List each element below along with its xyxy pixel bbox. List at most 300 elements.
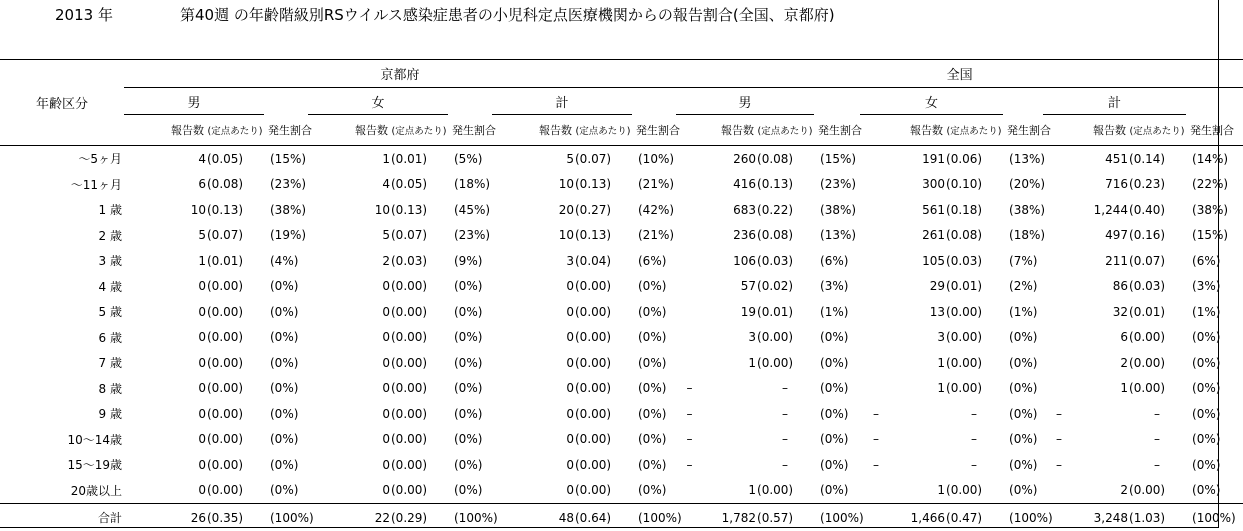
occurrence-rate: (0%) bbox=[814, 401, 860, 427]
per-sentinel: (0.00) bbox=[1128, 325, 1186, 351]
occurrence-rate: (0%) bbox=[264, 325, 308, 351]
age-group-label: 4 歳 bbox=[0, 274, 124, 300]
per-sentinel: – bbox=[756, 427, 814, 453]
per-sentinel: (0.02) bbox=[756, 274, 814, 300]
table-row bbox=[0, 197, 1243, 223]
report-count: 26 bbox=[156, 504, 206, 531]
report-count: 260 bbox=[703, 146, 756, 172]
sub-header-count: 報告数 bbox=[1043, 115, 1128, 146]
dash-marker bbox=[860, 350, 892, 376]
per-sentinel: (0.01) bbox=[756, 299, 814, 325]
per-sentinel: (0.14) bbox=[1128, 146, 1186, 172]
table-row bbox=[0, 274, 1243, 300]
dash-marker bbox=[860, 146, 892, 172]
report-count bbox=[1075, 427, 1128, 453]
sub-header-row bbox=[0, 115, 1243, 146]
sex-header-total: 計 bbox=[492, 88, 632, 115]
table-row bbox=[0, 146, 1243, 172]
per-sentinel: (0.00) bbox=[1128, 350, 1186, 376]
table-row bbox=[0, 376, 1243, 402]
sub-header-rate: 発生割合 bbox=[1186, 115, 1243, 146]
report-count: 10 bbox=[524, 223, 574, 249]
per-sentinel: (0.05) bbox=[390, 172, 448, 198]
per-sentinel: (0.00) bbox=[1128, 376, 1186, 402]
dash-marker: – bbox=[860, 401, 892, 427]
per-sentinel: (0.13) bbox=[756, 172, 814, 198]
report-count: 3 bbox=[524, 248, 574, 274]
dash-marker bbox=[308, 248, 340, 274]
total-row bbox=[0, 504, 1243, 531]
per-sentinel: (0.07) bbox=[574, 146, 632, 172]
report-count: 0 bbox=[156, 478, 206, 504]
dash-marker bbox=[676, 274, 703, 300]
dash-marker bbox=[308, 274, 340, 300]
occurrence-rate: (3%) bbox=[814, 274, 860, 300]
per-sentinel: (0.04) bbox=[574, 248, 632, 274]
dash-marker bbox=[492, 172, 524, 198]
group-gap bbox=[264, 88, 308, 115]
report-count: 0 bbox=[156, 427, 206, 453]
report-count: 451 bbox=[1075, 146, 1128, 172]
per-sentinel: (0.00) bbox=[756, 325, 814, 351]
dash-marker bbox=[860, 197, 892, 223]
per-sentinel: (0.00) bbox=[206, 376, 264, 402]
occurrence-rate: (0%) bbox=[632, 452, 676, 478]
per-sentinel: (0.18) bbox=[945, 197, 1003, 223]
group-gap bbox=[814, 88, 860, 115]
per-sentinel: (0.06) bbox=[945, 146, 1003, 172]
report-count: 561 bbox=[892, 197, 945, 223]
dash-marker bbox=[860, 274, 892, 300]
occurrence-rate: (2%) bbox=[1003, 274, 1043, 300]
report-count: 4 bbox=[156, 146, 206, 172]
dash-marker bbox=[492, 427, 524, 453]
occurrence-rate: (0%) bbox=[264, 299, 308, 325]
occurrence-rate: (0%) bbox=[632, 325, 676, 351]
report-count: 0 bbox=[340, 376, 390, 402]
per-sentinel: (0.13) bbox=[206, 197, 264, 223]
sex-header-female: 女 bbox=[308, 88, 448, 115]
occurrence-rate: (9%) bbox=[448, 248, 492, 274]
occurrence-rate: (0%) bbox=[632, 376, 676, 402]
report-count: 4 bbox=[340, 172, 390, 198]
occurrence-rate: (0%) bbox=[448, 350, 492, 376]
per-sentinel: (0.03) bbox=[390, 248, 448, 274]
occurrence-rate: (0%) bbox=[264, 452, 308, 478]
occurrence-rate: (0%) bbox=[264, 427, 308, 453]
occurrence-rate: (38%) bbox=[814, 197, 860, 223]
dash-marker bbox=[1043, 478, 1075, 504]
per-sentinel: (0.00) bbox=[1128, 478, 1186, 504]
occurrence-rate: (100%) bbox=[448, 504, 492, 531]
occurrence-rate: (0%) bbox=[632, 427, 676, 453]
per-sentinel: (0.00) bbox=[206, 274, 264, 300]
dash-marker bbox=[860, 504, 892, 531]
dash-marker: – bbox=[1043, 401, 1075, 427]
dash-marker bbox=[1043, 350, 1075, 376]
dash-marker: – bbox=[1043, 452, 1075, 478]
dash-marker bbox=[124, 504, 156, 531]
per-sentinel: (0.22) bbox=[756, 197, 814, 223]
report-count: 5 bbox=[524, 146, 574, 172]
report-year: 2013 年 bbox=[55, 4, 113, 25]
sub-header-count: 報告数 bbox=[492, 115, 574, 146]
per-sentinel: (0.35) bbox=[206, 504, 264, 531]
occurrence-rate: (0%) bbox=[448, 427, 492, 453]
per-sentinel: (0.00) bbox=[945, 299, 1003, 325]
report-count: 0 bbox=[156, 325, 206, 351]
occurrence-rate: (0%) bbox=[1003, 376, 1043, 402]
dash-marker bbox=[124, 248, 156, 274]
occurrence-rate: (45%) bbox=[448, 197, 492, 223]
occurrence-rate: (1%) bbox=[814, 299, 860, 325]
sub-header-rate: 発生割合 bbox=[264, 115, 308, 146]
occurrence-rate: (23%) bbox=[264, 172, 308, 198]
occurrence-rate: (20%) bbox=[1003, 172, 1043, 198]
dash-marker bbox=[492, 478, 524, 504]
age-group-label: 5 歳 bbox=[0, 299, 124, 325]
age-group-label: ～5ヶ月 bbox=[0, 146, 124, 172]
age-group-label: 20歳以上 bbox=[0, 478, 124, 504]
dash-marker bbox=[492, 350, 524, 376]
per-sentinel: (0.00) bbox=[756, 350, 814, 376]
report-count: 3 bbox=[703, 325, 756, 351]
dash-marker bbox=[124, 325, 156, 351]
per-sentinel: – bbox=[1128, 427, 1186, 453]
occurrence-rate: (0%) bbox=[264, 274, 308, 300]
report-count: 2 bbox=[1075, 350, 1128, 376]
report-count: 0 bbox=[340, 274, 390, 300]
per-sentinel: (0.00) bbox=[756, 478, 814, 504]
occurrence-rate: (6%) bbox=[1186, 248, 1243, 274]
table-row bbox=[0, 299, 1243, 325]
per-sentinel: (0.16) bbox=[1128, 223, 1186, 249]
per-sentinel: (0.00) bbox=[574, 325, 632, 351]
report-count: 683 bbox=[703, 197, 756, 223]
report-count: 2 bbox=[1075, 478, 1128, 504]
per-sentinel: (0.13) bbox=[574, 223, 632, 249]
occurrence-rate: (5%) bbox=[448, 146, 492, 172]
occurrence-rate: (0%) bbox=[1186, 325, 1243, 351]
occurrence-rate: (7%) bbox=[1003, 248, 1043, 274]
dash-marker bbox=[676, 299, 703, 325]
region-header-kyoto: 京都府 bbox=[124, 60, 676, 88]
per-sentinel: (0.00) bbox=[206, 427, 264, 453]
dash-marker bbox=[124, 274, 156, 300]
report-count: 0 bbox=[524, 478, 574, 504]
report-count bbox=[703, 376, 756, 402]
report-count: 10 bbox=[340, 197, 390, 223]
report-count: 416 bbox=[703, 172, 756, 198]
dash-marker bbox=[860, 376, 892, 402]
occurrence-rate: (0%) bbox=[264, 350, 308, 376]
table-row bbox=[0, 248, 1243, 274]
report-count: 261 bbox=[892, 223, 945, 249]
table-row bbox=[0, 325, 1243, 351]
occurrence-rate: (0%) bbox=[814, 350, 860, 376]
report-count: 3,248 bbox=[1075, 504, 1128, 531]
sub-header-per-sentinel: (定点あたり) bbox=[574, 115, 632, 146]
report-count: 22 bbox=[340, 504, 390, 531]
dash-marker bbox=[308, 299, 340, 325]
per-sentinel: – bbox=[945, 401, 1003, 427]
dash-marker bbox=[676, 325, 703, 351]
sex-header-male: 男 bbox=[124, 88, 264, 115]
report-count: 0 bbox=[340, 427, 390, 453]
sub-header-count: 報告数 bbox=[308, 115, 390, 146]
sub-header-rate: 発生割合 bbox=[1003, 115, 1043, 146]
per-sentinel: (0.57) bbox=[756, 504, 814, 531]
occurrence-rate: (100%) bbox=[632, 504, 676, 531]
report-count: 1 bbox=[1075, 376, 1128, 402]
sub-header-per-sentinel: (定点あたり) bbox=[1128, 115, 1186, 146]
occurrence-rate: (0%) bbox=[814, 478, 860, 504]
per-sentinel: (0.00) bbox=[945, 350, 1003, 376]
report-count: 211 bbox=[1075, 248, 1128, 274]
dash-marker bbox=[124, 197, 156, 223]
per-sentinel: (0.00) bbox=[390, 427, 448, 453]
occurrence-rate: (0%) bbox=[264, 401, 308, 427]
occurrence-rate: (0%) bbox=[814, 325, 860, 351]
report-count: 106 bbox=[703, 248, 756, 274]
table-row bbox=[0, 401, 1243, 427]
report-count bbox=[1075, 452, 1128, 478]
report-count: 0 bbox=[340, 478, 390, 504]
dash-marker: – bbox=[860, 427, 892, 453]
per-sentinel: – bbox=[756, 376, 814, 402]
title-bar bbox=[0, 4, 1220, 28]
report-count: 0 bbox=[340, 325, 390, 351]
report-count: 32 bbox=[1075, 299, 1128, 325]
dash-marker bbox=[676, 350, 703, 376]
occurrence-rate: (1%) bbox=[1186, 299, 1243, 325]
age-group-label: 9 歳 bbox=[0, 401, 124, 427]
occurrence-rate: (0%) bbox=[1186, 350, 1243, 376]
occurrence-rate: (0%) bbox=[1186, 401, 1243, 427]
report-count: 5 bbox=[156, 223, 206, 249]
age-group-label: 合計 bbox=[0, 504, 124, 531]
dash-marker bbox=[124, 172, 156, 198]
report-count: 0 bbox=[156, 452, 206, 478]
per-sentinel: (0.64) bbox=[574, 504, 632, 531]
dash-marker bbox=[1043, 274, 1075, 300]
per-sentinel: (0.23) bbox=[1128, 172, 1186, 198]
per-sentinel: (0.00) bbox=[390, 478, 448, 504]
per-sentinel: (0.00) bbox=[574, 274, 632, 300]
report-count: 1 bbox=[703, 350, 756, 376]
report-title: 第40週 の年齢階級別RSウイルス感染症患者の小児科定点医療機関からの報告割合(全国、京都府) bbox=[180, 4, 835, 25]
occurrence-rate: (0%) bbox=[1186, 478, 1243, 504]
report-count: 48 bbox=[524, 504, 574, 531]
report-count: 1 bbox=[892, 376, 945, 402]
per-sentinel: (0.07) bbox=[390, 223, 448, 249]
occurrence-rate: (0%) bbox=[1186, 376, 1243, 402]
report-count: 716 bbox=[1075, 172, 1128, 198]
per-sentinel: (0.00) bbox=[206, 350, 264, 376]
per-sentinel: (0.00) bbox=[574, 427, 632, 453]
dash-marker bbox=[124, 401, 156, 427]
dash-marker bbox=[1043, 248, 1075, 274]
age-group-label: 15～19歳 bbox=[0, 452, 124, 478]
occurrence-rate: (0%) bbox=[814, 376, 860, 402]
occurrence-rate: (0%) bbox=[632, 350, 676, 376]
report-count: 1 bbox=[703, 478, 756, 504]
dash-marker bbox=[860, 172, 892, 198]
dash-marker bbox=[492, 146, 524, 172]
occurrence-rate: (38%) bbox=[1003, 197, 1043, 223]
report-count: 0 bbox=[524, 325, 574, 351]
dash-marker bbox=[1043, 299, 1075, 325]
table-row bbox=[0, 478, 1243, 504]
per-sentinel: (0.00) bbox=[206, 325, 264, 351]
report-count: 0 bbox=[340, 299, 390, 325]
occurrence-rate: (0%) bbox=[814, 427, 860, 453]
dash-marker bbox=[124, 146, 156, 172]
per-sentinel: (0.00) bbox=[390, 401, 448, 427]
occurrence-rate: (100%) bbox=[1186, 504, 1243, 531]
occurrence-rate: (0%) bbox=[632, 401, 676, 427]
occurrence-rate: (0%) bbox=[632, 478, 676, 504]
dash-marker bbox=[860, 299, 892, 325]
per-sentinel: (0.03) bbox=[756, 248, 814, 274]
per-sentinel: (0.00) bbox=[206, 401, 264, 427]
occurrence-rate: (38%) bbox=[1186, 197, 1243, 223]
occurrence-rate: (0%) bbox=[1003, 478, 1043, 504]
age-group-label: 10～14歳 bbox=[0, 427, 124, 453]
occurrence-rate: (0%) bbox=[448, 478, 492, 504]
dash-marker bbox=[1043, 223, 1075, 249]
group-gap bbox=[1003, 88, 1043, 115]
occurrence-rate: (0%) bbox=[448, 401, 492, 427]
per-sentinel: (0.08) bbox=[756, 146, 814, 172]
table-row bbox=[0, 223, 1243, 249]
sub-header-count: 報告数 bbox=[676, 115, 756, 146]
occurrence-rate: (19%) bbox=[264, 223, 308, 249]
occurrence-rate: (18%) bbox=[448, 172, 492, 198]
report-count: 0 bbox=[156, 299, 206, 325]
report-count: 1,466 bbox=[892, 504, 945, 531]
sub-header-per-sentinel: (定点あたり) bbox=[206, 115, 264, 146]
dash-marker bbox=[1043, 325, 1075, 351]
per-sentinel: – bbox=[756, 401, 814, 427]
report-count bbox=[703, 427, 756, 453]
per-sentinel: (0.03) bbox=[945, 248, 1003, 274]
report-count bbox=[1075, 401, 1128, 427]
dash-marker bbox=[1043, 376, 1075, 402]
dash-marker bbox=[124, 299, 156, 325]
sex-header-total: 計 bbox=[1043, 88, 1186, 115]
dash-marker bbox=[308, 197, 340, 223]
report-count: 57 bbox=[703, 274, 756, 300]
occurrence-rate: (0%) bbox=[448, 299, 492, 325]
occurrence-rate: (21%) bbox=[632, 172, 676, 198]
per-sentinel: (0.00) bbox=[390, 452, 448, 478]
occurrence-rate: (15%) bbox=[1186, 223, 1243, 249]
report-count: 0 bbox=[156, 350, 206, 376]
dash-marker bbox=[676, 478, 703, 504]
age-group-label: 6 歳 bbox=[0, 325, 124, 351]
occurrence-rate: (14%) bbox=[1186, 146, 1243, 172]
age-group-label: 1 歳 bbox=[0, 197, 124, 223]
dash-marker bbox=[124, 350, 156, 376]
per-sentinel: (0.05) bbox=[206, 146, 264, 172]
dash-marker bbox=[1043, 172, 1075, 198]
per-sentinel: – bbox=[945, 452, 1003, 478]
dash-marker bbox=[492, 299, 524, 325]
report-count: 29 bbox=[892, 274, 945, 300]
per-sentinel: (0.47) bbox=[945, 504, 1003, 531]
per-sentinel: (0.00) bbox=[574, 376, 632, 402]
per-sentinel: (0.07) bbox=[1128, 248, 1186, 274]
table-row bbox=[0, 452, 1243, 478]
occurrence-rate: (0%) bbox=[632, 299, 676, 325]
dash-marker bbox=[676, 223, 703, 249]
age-group-label: 2 歳 bbox=[0, 223, 124, 249]
dash-marker bbox=[676, 172, 703, 198]
report-count: 20 bbox=[524, 197, 574, 223]
report-count: 1 bbox=[892, 478, 945, 504]
dash-marker bbox=[308, 452, 340, 478]
dash-marker bbox=[1043, 197, 1075, 223]
dash-marker bbox=[124, 223, 156, 249]
per-sentinel: (0.13) bbox=[574, 172, 632, 198]
dash-marker bbox=[308, 172, 340, 198]
occurrence-rate: (15%) bbox=[814, 146, 860, 172]
occurrence-rate: (23%) bbox=[814, 172, 860, 198]
report-count: 10 bbox=[156, 197, 206, 223]
dash-marker: – bbox=[1043, 427, 1075, 453]
per-sentinel: – bbox=[756, 452, 814, 478]
dash-marker bbox=[860, 478, 892, 504]
occurrence-rate: (0%) bbox=[264, 478, 308, 504]
occurrence-rate: (0%) bbox=[1186, 427, 1243, 453]
report-count: 0 bbox=[524, 401, 574, 427]
occurrence-rate: (0%) bbox=[448, 325, 492, 351]
occurrence-rate: (0%) bbox=[1003, 325, 1043, 351]
dash-marker bbox=[124, 452, 156, 478]
sub-header-count: 報告数 bbox=[124, 115, 206, 146]
per-sentinel: (0.00) bbox=[390, 325, 448, 351]
per-sentinel: (0.01) bbox=[945, 274, 1003, 300]
dash-marker bbox=[492, 197, 524, 223]
dash-marker bbox=[308, 478, 340, 504]
dash-marker bbox=[492, 248, 524, 274]
report-count bbox=[892, 401, 945, 427]
per-sentinel: (0.08) bbox=[945, 223, 1003, 249]
report-count: 1 bbox=[156, 248, 206, 274]
dash-marker: – bbox=[676, 427, 703, 453]
per-sentinel: (0.00) bbox=[574, 401, 632, 427]
per-sentinel: (0.00) bbox=[574, 299, 632, 325]
dash-marker bbox=[492, 376, 524, 402]
dash-marker bbox=[676, 248, 703, 274]
per-sentinel: – bbox=[945, 427, 1003, 453]
report-count: 497 bbox=[1075, 223, 1128, 249]
per-sentinel: (0.00) bbox=[390, 376, 448, 402]
per-sentinel: (1.03) bbox=[1128, 504, 1186, 531]
report-count bbox=[892, 452, 945, 478]
sub-header-rate: 発生割合 bbox=[814, 115, 860, 146]
dash-marker bbox=[492, 223, 524, 249]
sex-header-male: 男 bbox=[676, 88, 814, 115]
table-row bbox=[0, 172, 1243, 198]
dash-marker bbox=[860, 248, 892, 274]
report-count: 5 bbox=[340, 223, 390, 249]
occurrence-rate: (0%) bbox=[814, 452, 860, 478]
per-sentinel: (0.00) bbox=[390, 299, 448, 325]
per-sentinel: (0.40) bbox=[1128, 197, 1186, 223]
report-count: 0 bbox=[524, 376, 574, 402]
